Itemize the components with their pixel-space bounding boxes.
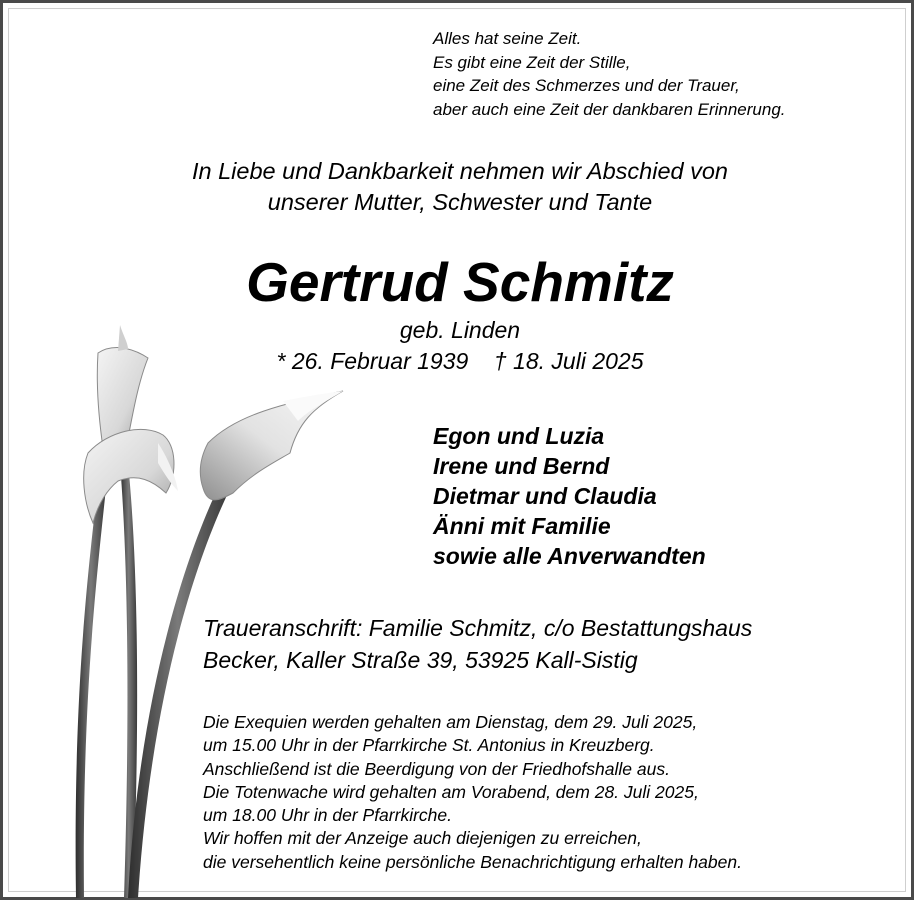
relative-entry: Egon und Luzia: [433, 423, 605, 449]
details-line: die versehentlich keine persönliche Benachrichtigung erhalten haben.: [203, 851, 742, 872]
details-line: Wir hoffen mit der Anzeige auch diejenigen zu erreichen,: [203, 828, 642, 849]
farewell-intro: [3, 156, 914, 218]
poem-line: eine Zeit des Schmerzes und der Trauer,: [433, 76, 740, 95]
details-line: Die Totenwache wird gehalten am Vorabend, dem 28. Juli 2025,: [203, 781, 699, 802]
life-dates: * 26. Februar 1939 † 18. Juli 2025: [276, 348, 644, 374]
intro-line: unserer Mutter, Schwester und Tante: [267, 189, 653, 215]
deceased-name: Gertrud Schmitz: [246, 251, 674, 313]
poem: [433, 27, 786, 121]
details-line: Die Exequien werden gehalten am Dienstag, dem 29. Juli 2025,: [203, 712, 698, 732]
details-line: um 15.00 Uhr in der Pfarrkirche St. Antonius in Kreuzberg.: [203, 735, 655, 756]
funeral-details: [203, 711, 742, 874]
poem-line: aber auch eine Zeit der dankbaren Erinnerung.: [433, 99, 786, 119]
details-line: Anschließend ist die Beerdigung von der Friedhofshalle aus.: [203, 758, 670, 779]
relative-entry: Irene und Bernd: [433, 453, 610, 479]
relatives-list: [433, 421, 706, 571]
relative-entry: Dietmar und Claudia: [433, 483, 657, 509]
intro-line: In Liebe und Dankbarkeit nehmen wir Abschied von: [191, 158, 729, 184]
address-line: Becker, Kaller Straße 39, 53925 Kall-Sistig: [203, 647, 638, 673]
poem-line: Alles hat seine Zeit.: [433, 29, 582, 48]
mourning-address: [203, 612, 752, 676]
details-line: um 18.00 Uhr in der Pfarrkirche.: [203, 805, 452, 826]
poem-line: Es gibt eine Zeit der Stille,: [433, 52, 631, 72]
relative-entry: sowie alle Anverwandten: [433, 543, 706, 569]
relative-entry: Änni mit Familie: [433, 513, 611, 539]
address-line: Traueranschrift: Familie Schmitz, c/o Bestattungshaus: [203, 615, 753, 641]
birth-name: geb. Linden: [399, 317, 521, 343]
